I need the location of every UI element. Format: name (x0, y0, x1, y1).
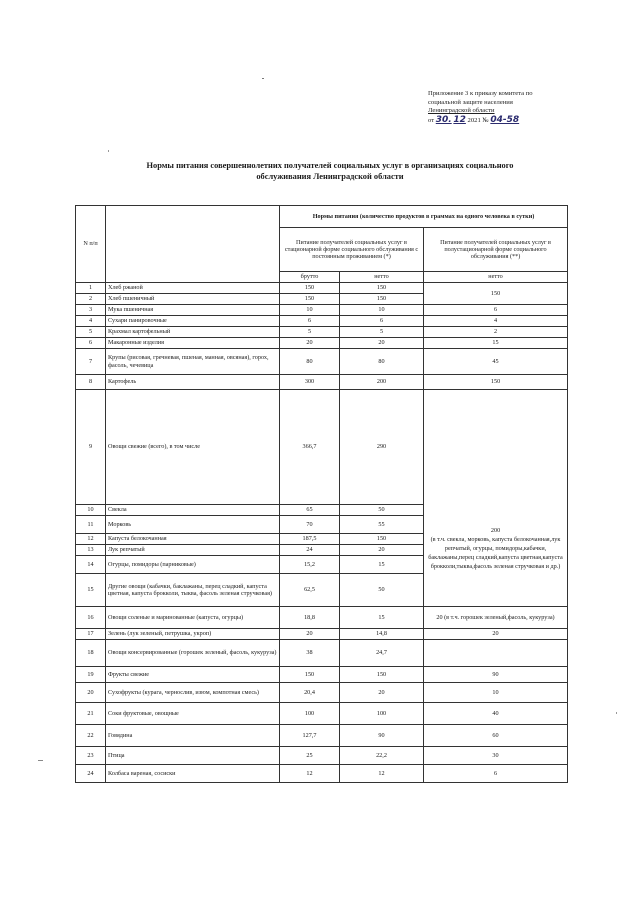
header-brutto: брутто (280, 272, 340, 283)
row-semi-bread-merged: 150 (424, 283, 568, 305)
row-number: 22 (76, 725, 106, 747)
row-semi: 40 (424, 703, 568, 725)
table-row (76, 316, 568, 327)
row-brutto: 15,2 (280, 556, 340, 574)
row-product: Свекла (106, 505, 280, 516)
row-brutto: 65 (280, 505, 340, 516)
row-product: Колбаса вареная, сосиски (106, 765, 280, 783)
row-brutto: 127,7 (280, 725, 340, 747)
row-number: 1 (76, 283, 106, 294)
row-product: Овощи консервированные (горошек зеленый, фасоль, кукуруза) (106, 640, 280, 667)
row-number: 24 (76, 765, 106, 783)
header-norms: Нормы питания (количество продуктов в граммах на одного человека в сутки) (280, 206, 568, 228)
row-semi: 10 (424, 683, 568, 703)
row-brutto: 187,5 (280, 534, 340, 545)
row-brutto: 70 (280, 516, 340, 534)
row-semi: 6 (424, 305, 568, 316)
table-row (76, 747, 568, 765)
table-row (76, 703, 568, 725)
annex-date-month: 12 (453, 114, 466, 125)
row-netto: 55 (340, 516, 424, 534)
row-product: Лук репчатый (106, 545, 280, 556)
row-brutto: 12 (280, 765, 340, 783)
annex-date-year: 2021 № (467, 116, 489, 124)
row-netto: 150 (340, 534, 424, 545)
table-row (76, 725, 568, 747)
table-row (76, 305, 568, 316)
row-netto: 22,2 (340, 747, 424, 765)
row-product: Фрукты свежие (106, 667, 280, 683)
row-number: 15 (76, 574, 106, 607)
row-product: Крупы (рисовая, гречневая, пшеная, манная, овсяная), горох, фасоль, чечевица (106, 349, 280, 375)
row-number: 14 (76, 556, 106, 574)
row-number: 2 (76, 294, 106, 305)
table-row (76, 629, 568, 640)
row-netto: 150 (340, 667, 424, 683)
row-product: Овощи соленые и маринованные (капуста, огурцы) (106, 607, 280, 629)
row-netto: 5 (340, 327, 424, 338)
row-netto: 14,8 (340, 629, 424, 640)
row-number: 7 (76, 349, 106, 375)
row-number: 4 (76, 316, 106, 327)
header-netto: нетто (340, 272, 424, 283)
row-number: 16 (76, 607, 106, 629)
row-product: Макаронные изделия (106, 338, 280, 349)
row-brutto: 20 (280, 338, 340, 349)
row-netto: 10 (340, 305, 424, 316)
table-row (76, 667, 568, 683)
row-semi: 20 (в т.ч. горошек зеленый,фасоль, кукуруза) (424, 607, 568, 629)
row-number: 13 (76, 545, 106, 556)
row-netto: 6 (340, 316, 424, 327)
row-netto: 290 (340, 390, 424, 505)
row-netto: 12 (340, 765, 424, 783)
row-brutto: 300 (280, 375, 340, 390)
header-netto-semi: нетто (424, 272, 568, 283)
row-product: Огурцы, помидоры (парниковые) (106, 556, 280, 574)
row-brutto: 6 (280, 316, 340, 327)
row-netto: 50 (340, 505, 424, 516)
annex-date-prefix: от (428, 116, 435, 124)
row-semi: 4 (424, 316, 568, 327)
row-netto: 15 (340, 607, 424, 629)
title-line-2: обслуживания Ленинградской области (256, 172, 404, 181)
row-number: 8 (76, 375, 106, 390)
row-number: 11 (76, 516, 106, 534)
table-row (76, 765, 568, 783)
row-product: Морковь (106, 516, 280, 534)
row-product: Овощи свежие (всего), в том числе (106, 390, 280, 505)
row-brutto: 150 (280, 294, 340, 305)
row-product: Сухофрукты (курага, чернослив, изюм, компотная смесь) (106, 683, 280, 703)
row-netto: 15 (340, 556, 424, 574)
row-netto: 50 (340, 574, 424, 607)
row-brutto: 100 (280, 703, 340, 725)
row-semi: 20 (424, 629, 568, 640)
table-row (76, 283, 568, 294)
table-row (76, 338, 568, 349)
table-row (76, 640, 568, 667)
row-netto: 100 (340, 703, 424, 725)
row-number: 9 (76, 390, 106, 505)
row-product: Говядина (106, 725, 280, 747)
row-netto: 20 (340, 545, 424, 556)
table-row (76, 683, 568, 703)
row-number: 6 (76, 338, 106, 349)
row-product: Капуста белокочанная (106, 534, 280, 545)
row-brutto: 10 (280, 305, 340, 316)
row-semi: 90 (424, 667, 568, 683)
row-semi-vegetables-merged: 200 (в т.ч. свекла, морковь, капуста белокочанная,лук репчатый, огурцы, помидоры,кабачки, баклажаны,перец сладкий,капуста цветная,капуста брокколи,тыква,фасоль зеленая стручковая и др.) (424, 390, 568, 607)
row-number: 21 (76, 703, 106, 725)
row-netto: 24,7 (340, 640, 424, 667)
row-semi: 60 (424, 725, 568, 747)
nutrition-norms-table (75, 205, 568, 783)
row-brutto: 62,5 (280, 574, 340, 607)
table-row (76, 607, 568, 629)
row-brutto: 18,8 (280, 607, 340, 629)
annex-date-day: 30. (435, 114, 452, 125)
annex-doc-number: 04-58 (490, 114, 520, 125)
row-semi: 6 (424, 765, 568, 783)
row-semi: 150 (424, 375, 568, 390)
row-number: 3 (76, 305, 106, 316)
row-number: 10 (76, 505, 106, 516)
row-number: 5 (76, 327, 106, 338)
row-number: 19 (76, 667, 106, 683)
table-row (76, 390, 568, 505)
annex-date-line (428, 116, 598, 126)
row-semi (424, 640, 568, 667)
annex-line-1: Приложение 3 к приказу комитета по (428, 90, 533, 97)
document-title (100, 160, 560, 182)
row-brutto: 25 (280, 747, 340, 765)
annex-line-2: социальной защите населения (428, 98, 513, 106)
table-row (76, 349, 568, 375)
row-netto: 90 (340, 725, 424, 747)
annex-line-3: Ленинградской области (428, 107, 495, 115)
table-row (76, 375, 568, 390)
row-product: Соки фруктовые, овощные (106, 703, 280, 725)
row-product: Крахмал картофельный (106, 327, 280, 338)
annex-block (428, 90, 598, 125)
row-brutto: 80 (280, 349, 340, 375)
row-brutto: 20 (280, 629, 340, 640)
header-semi: Питание получателей социальных услуг в полустационарной форме социального обслуживания (**) (424, 228, 568, 272)
row-netto: 80 (340, 349, 424, 375)
row-product: Зелень (лук зеленый, петрушка, укроп) (106, 629, 280, 640)
row-product: Картофель (106, 375, 280, 390)
row-brutto: 366,7 (280, 390, 340, 505)
row-number: 23 (76, 747, 106, 765)
row-brutto: 150 (280, 283, 340, 294)
row-product: Птица (106, 747, 280, 765)
row-number: 20 (76, 683, 106, 703)
row-number: 17 (76, 629, 106, 640)
row-semi: 30 (424, 747, 568, 765)
row-semi: 45 (424, 349, 568, 375)
row-number: 18 (76, 640, 106, 667)
row-netto: 150 (340, 283, 424, 294)
row-netto: 150 (340, 294, 424, 305)
table-row (76, 327, 568, 338)
row-semi: 15 (424, 338, 568, 349)
header-num: N п/п (76, 206, 106, 283)
row-brutto: 5 (280, 327, 340, 338)
row-product: Сухари панировочные (106, 316, 280, 327)
row-semi: 2 (424, 327, 568, 338)
row-product: Другие овощи (кабачки, баклажаны, перец сладкий, капуста цветная, капуста брокколи, тыква, фасоль зеленая стручковая) (106, 574, 280, 607)
row-netto: 20 (340, 338, 424, 349)
row-brutto: 20,4 (280, 683, 340, 703)
title-line-1: Нормы питания совершеннолетних получателей социальных услуг в организациях социального (146, 161, 514, 170)
row-product: Хлеб пшеничный (106, 294, 280, 305)
row-product: Мука пшеничная (106, 305, 280, 316)
header-stationary: Питание получателей социальных услуг в стационарной форме социального обслуживания с постоянным проживанием (*) (280, 228, 424, 272)
header-name (106, 206, 280, 283)
row-netto: 200 (340, 375, 424, 390)
row-brutto: 38 (280, 640, 340, 667)
row-brutto: 24 (280, 545, 340, 556)
row-number: 12 (76, 534, 106, 545)
row-netto: 20 (340, 683, 424, 703)
row-product: Хлеб ржаной (106, 283, 280, 294)
row-brutto: 150 (280, 667, 340, 683)
